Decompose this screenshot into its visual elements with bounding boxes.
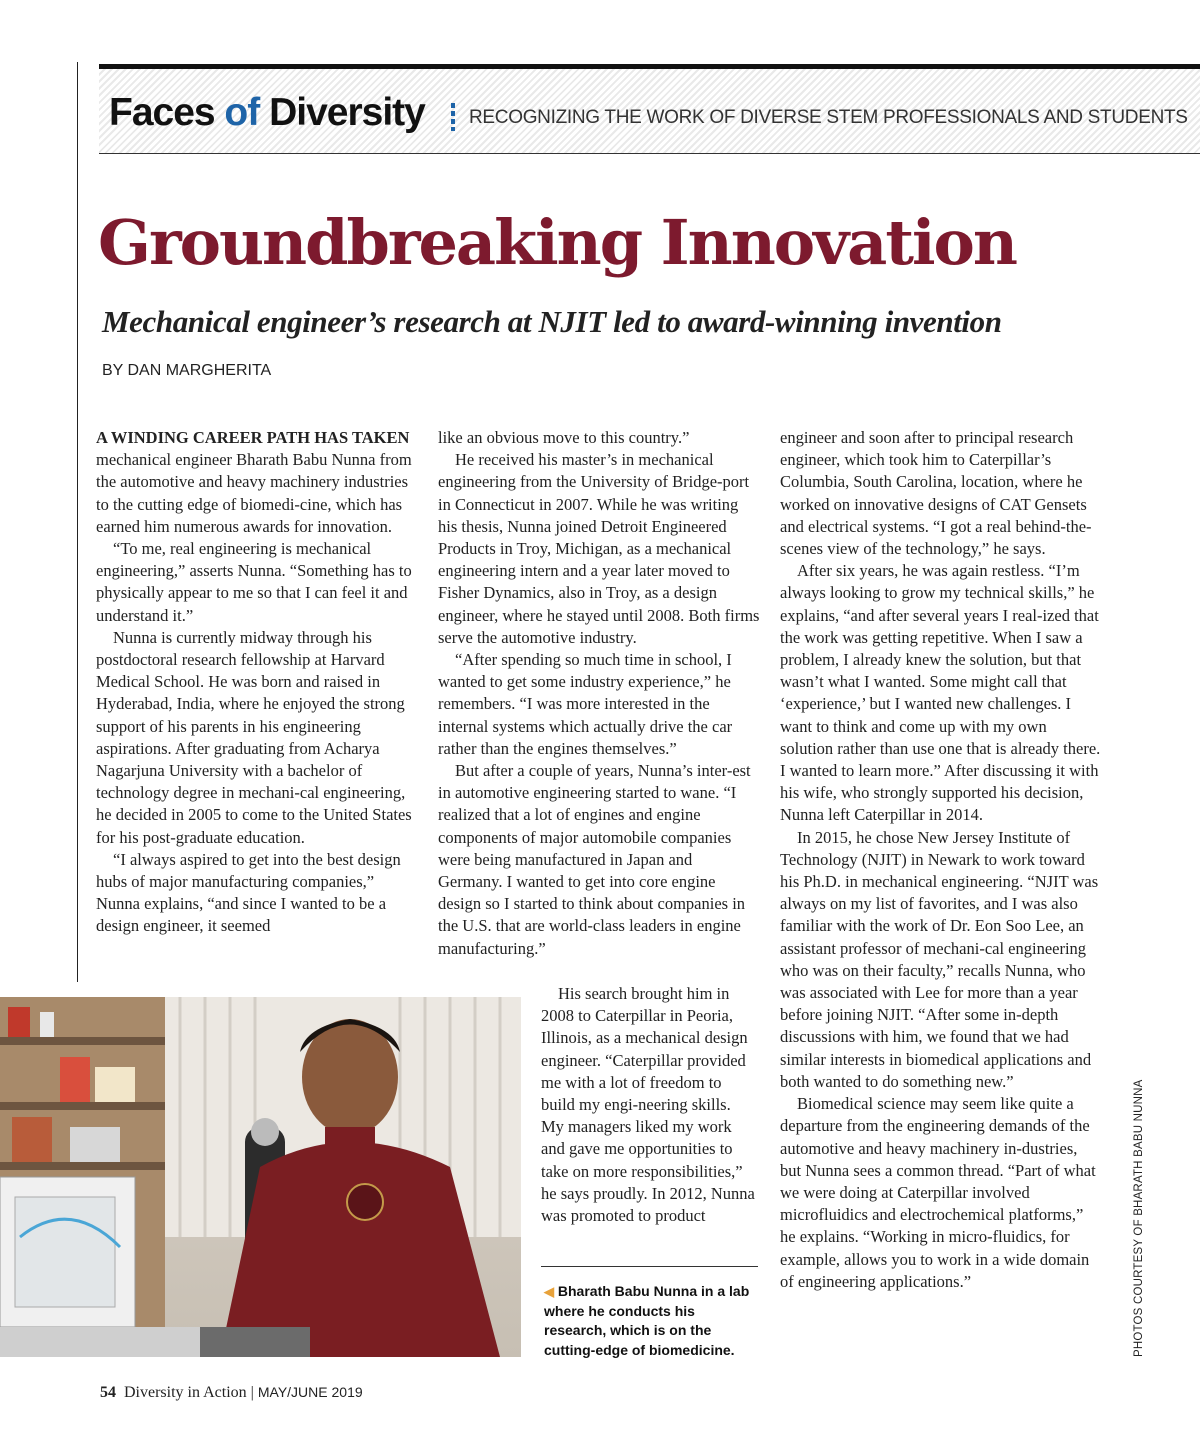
body-column-3 [780,427,1102,1293]
body-column-2-continued [541,983,756,1227]
footer-separator: | [250,1384,254,1401]
paragraph: “After spending so much time in school, I wanted to get some industry experience,” he remembers. “I was more interested in the internal systems which actually drive the car rather than the engines themselves.” [438,650,733,758]
paragraph: Biomedical science may seem like quite a departure from the engineering demands of the automotive and heavy machinery in-dustries, but Nunna sees a common thread. “Part of what we were doing at Caterpillar involved microfluidics and electrochemical platforms,” he explains. “Working in micro-fluidics, for example, allows you to work in a wide domain of engineering applications.” [780,1094,1096,1291]
article-deck: Mechanical engineer’s research at NJIT led to award-winning invention [102,304,1002,339]
dotted-separator-icon [451,103,455,131]
paragraph: After six years, he was again restless. “I’m always looking to grow my technical skills,” he explains, “and after several years I real-ized that the work was getting repetitive. When I saw a problem, I already knew the solution, but that wasn’t what I wanted. Some might call that ‘experience,’ but I wanted new challenges. I want to think and come up with my own solution rather than use one that is already there. I wanted to learn more.” After discussing it with his wife, who strongly supported his decision, Nunna left Caterpillar in 2014. [780,561,1101,825]
paragraph: “I always aspired to get into the best design hubs of major manufacturing companies,” Nunna explains, “and since I wanted to be a design engineer, it seemed [96,849,401,936]
article-headline: Groundbreaking Innovation [98,206,1016,279]
body-column-2 [438,427,760,960]
left-margin-rule [77,62,78,982]
paragraph [96,427,414,538]
issue-date: MAY/JUNE 2019 [257,1384,363,1400]
publication-name: Diversity in Action [124,1384,247,1401]
body-column-1 [96,427,414,938]
page-number: 54 [100,1384,116,1401]
section-title-faces: Faces [109,91,225,134]
section-title [109,91,425,135]
section-title-diversity: Diversity [259,91,425,134]
paragraph: Nunna is currently midway through his postdoctoral research fellowship at Harvard Medical School. He was born and raised in Hyderabad, India, where he enjoyed the strong support of his parents in his engineering aspirations. After graduating from Acharya Nagarjuna University with a bachelor of technology degree in mechani-cal engineering, he decided in 2005 to come to the United States for his post-graduate education. [96,627,412,847]
section-subtitle: RECOGNIZING THE WORK OF DIVERSE STEM PROFESSIONALS AND STUDENTS [469,107,1188,128]
section-title-of: of [224,91,260,134]
paragraph: But after a couple of years, Nunna’s inter-est in automotive engineering started to wane. “I realized that a lot of engines and engine components of major automobile companies were being manufactured in Japan and Germany. I wanted to get into core engine design so I started to think about companies in the U.S. that are world-class leaders in engine manufacturing.” [438,761,751,958]
paragraph: “To me, real engineering is mechanical engineering,” asserts Nunna. “Something has to physically appear to me so that I can feel it and understand it.” [96,539,412,625]
paragraph: engineer and soon after to principal research engineer, which took him to Caterpillar’s Columbia, South Carolina, location, where he worked on innovative designs of CAT Gensets and electrical systems. “I got a real behind-the-scenes view of the technology,” he says. [780,428,1092,559]
caption-arrow-icon: ◀ [544,1284,554,1299]
photo-caption [544,1282,759,1360]
lab-photo [0,997,521,1357]
section-banner [99,64,1200,154]
caption-rule [541,1266,758,1267]
caption-text: Bharath Babu Nunna in a lab where he conducts his research, which is on the cutting-edge of biomedicine. [544,1283,750,1358]
paragraph: In 2015, he chose New Jersey Institute of Technology (NJIT) in Newark to work toward his Ph.D. in mechanical engineering. “NJIT was always on my list of favorites, and I was also familiar with the work of Dr. Eon Soo Lee, an assistant professor of mechani-cal engineering who was on their faculty,” recalls Nunna, who was associated with Lee for more than a year before joining NJIT. “After some in-depth discussions with him, we found that we had similar interests in biomedical applications and both wanted to do something new.” [780,827,1099,1091]
page-footer [100,1384,363,1402]
lead-in: A WINDING CAREER PATH HAS TAKEN [96,428,410,447]
paragraph: He received his master’s in mechanical engineering from the University of Bridge-port in Connecticut in 2007. While he was writing his thesis, Nunna joined Detroit Engineered Products in Troy, Michigan, as a mechanical engineering intern and a year later moved to Fisher Dynamics, also in Troy, as a design engineer, where he stayed until 2008. Both firms serve the automotive industry. [438,450,760,647]
article-byline: BY DAN MARGHERITA [102,362,272,379]
paragraph: like an obvious move to this country.” [438,428,690,447]
photo-credit: PHOTOS COURTESY OF BHARATH BABU NUNNA [1133,1079,1145,1357]
paragraph: His search brought him in 2008 to Caterpillar in Peoria, Illinois, as a mechanical design engineer. “Caterpillar provided me with a lot of freedom to build my engi-neering skills. My managers liked my work and gave me opportunities to take on more responsibilities,” he says proudly. In 2012, Nunna was promoted to product [541,984,755,1226]
paragraph-text: mechanical engineer Bharath Babu Nunna from the automotive and heavy machinery industries to the cutting edge of biomedi-cine, which has earned him numerous awards for innovation. [96,450,412,536]
